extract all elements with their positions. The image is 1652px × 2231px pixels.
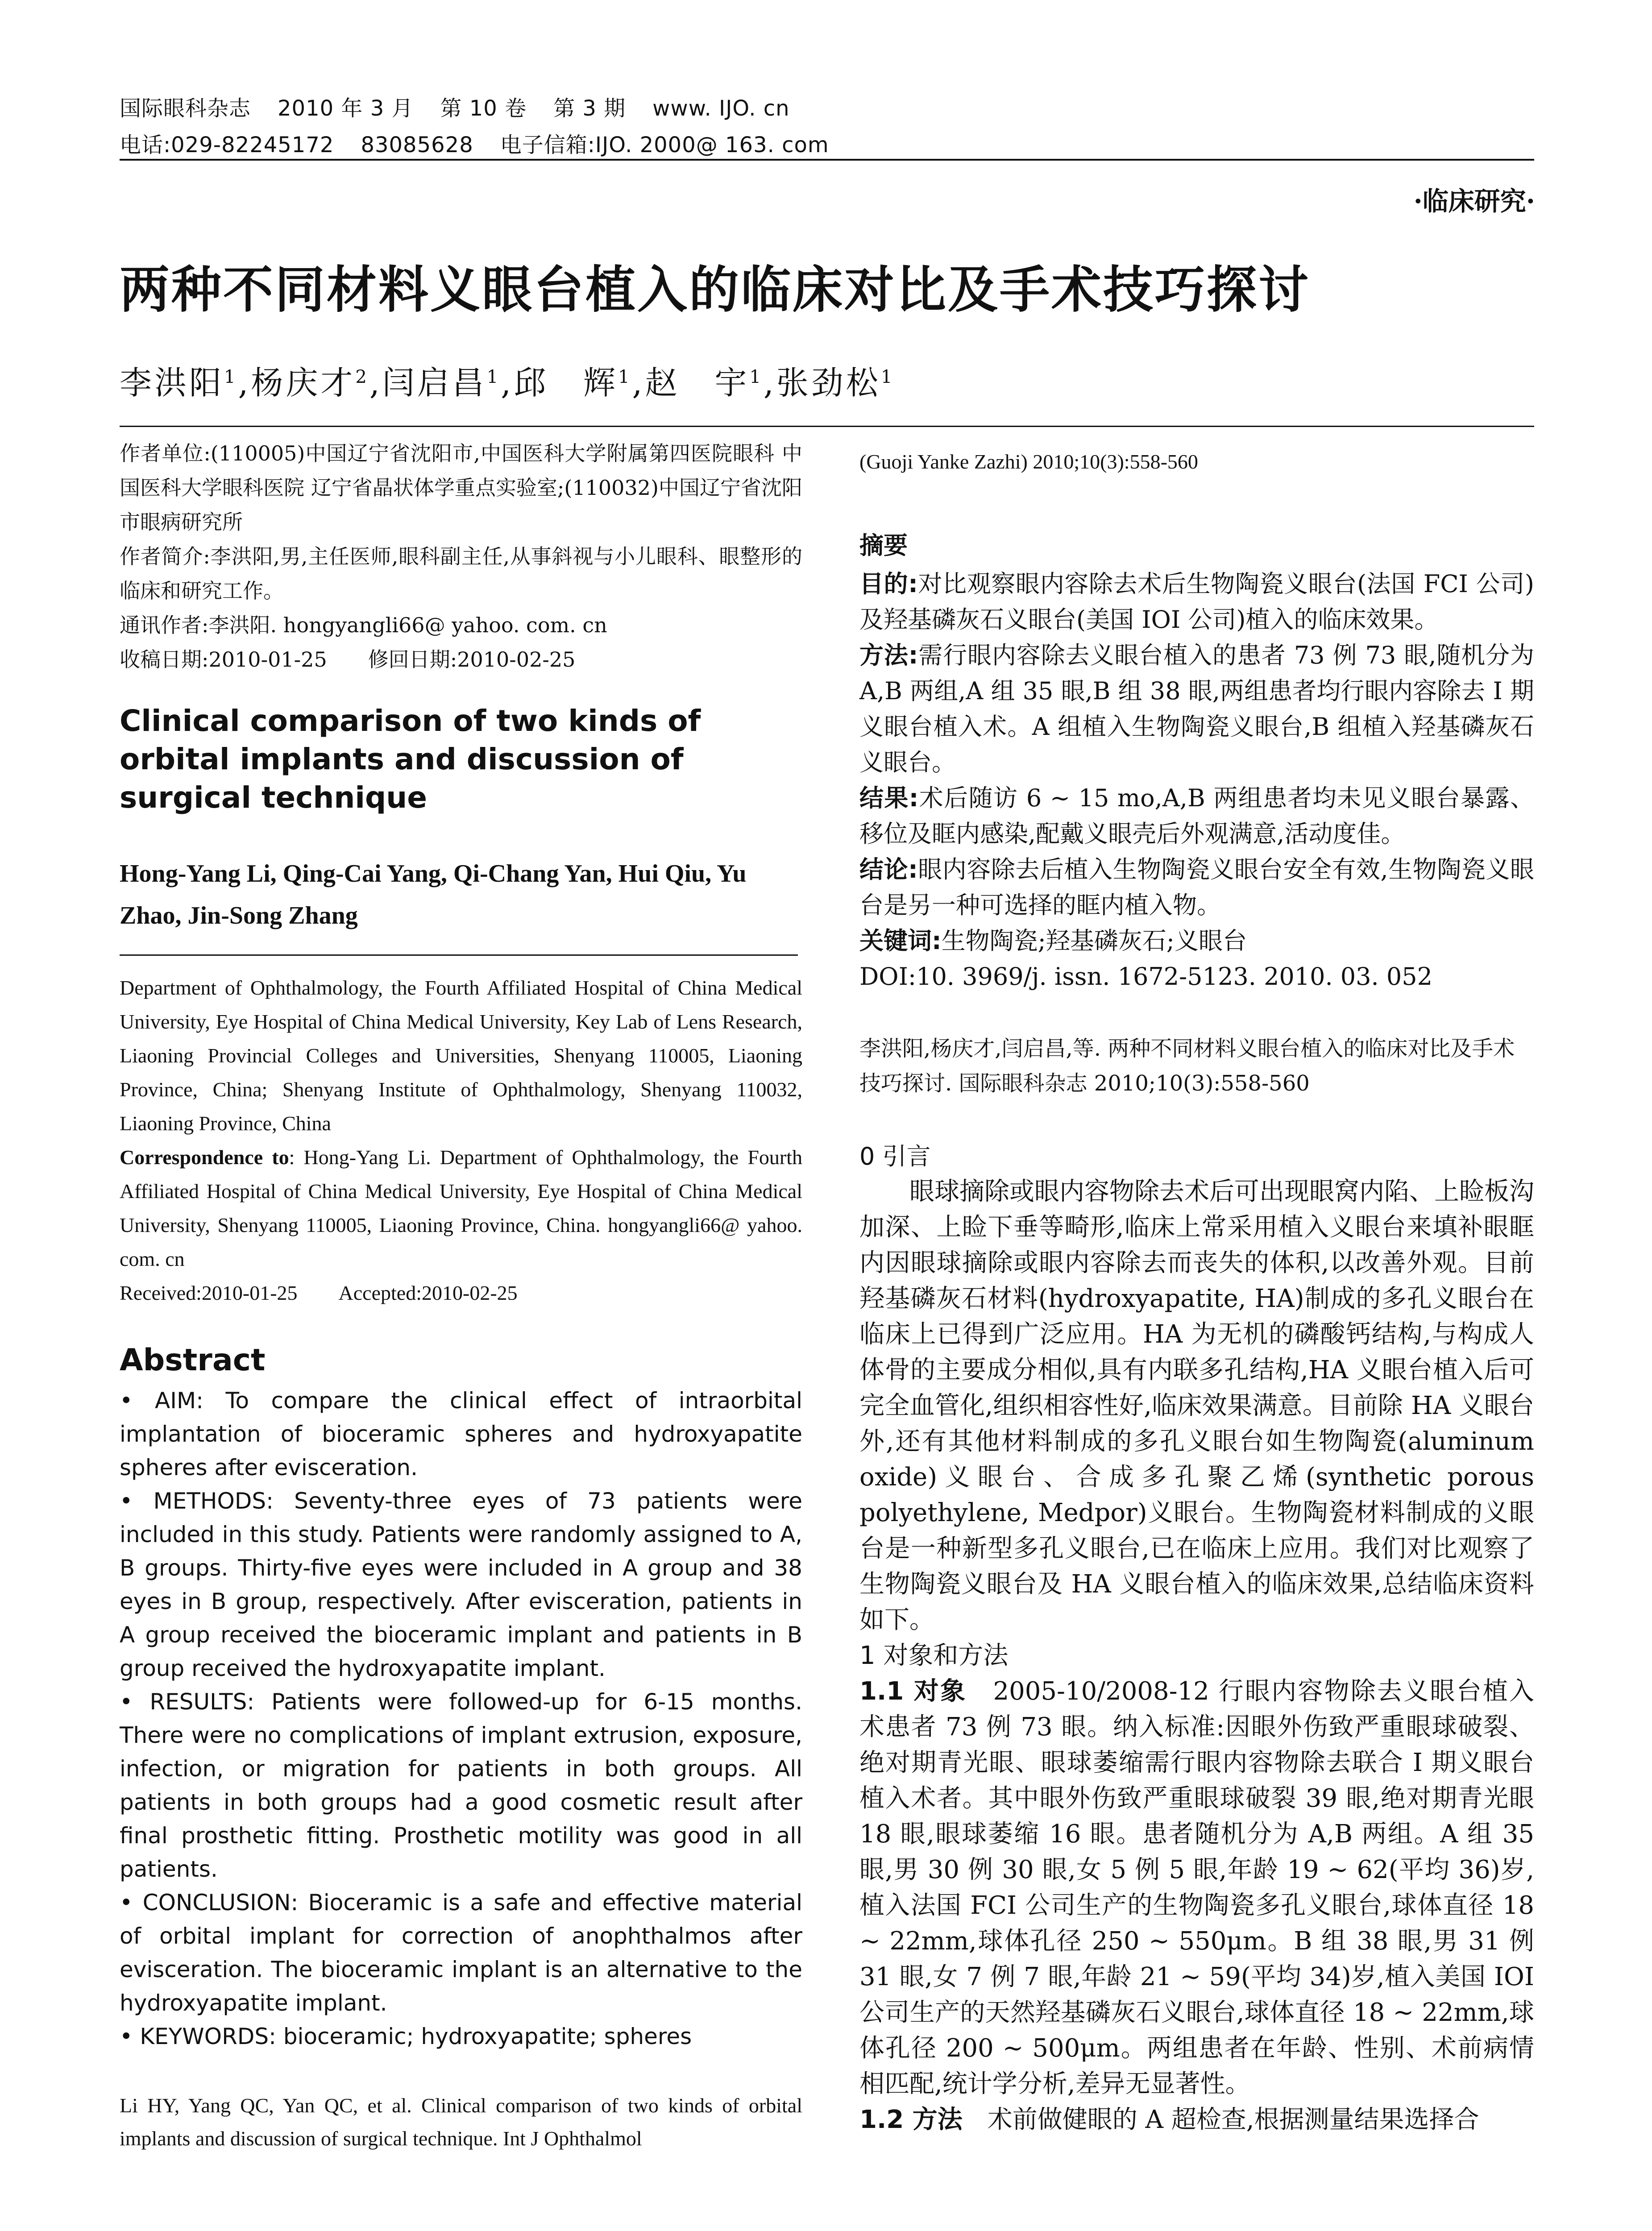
conclusion-label: 结论:	[859, 855, 918, 883]
abstract-keywords: • KEYWORDS: bioceramic; hydroxyapatite; spheres	[120, 2024, 692, 2049]
section-1-2-text: 术前做健眼的 A 超检查,根据测量结果选择合	[987, 2105, 1479, 2134]
aim-text: 对比观察眼内容除去术后生物陶瓷义眼台(法国 FCI 公司)及羟基磷灰石义眼台(美国 IOI 公司)植入的临床效果。	[859, 570, 1534, 634]
conclusion-text: 眼内容除去后植入生物陶瓷义眼台安全有效,生物陶瓷义眼台是另一种可选择的眶内植入物。	[859, 855, 1534, 919]
phone: 电话:029-82245172	[120, 133, 334, 158]
doi: DOI:10. 3969/j. issn. 1672-5123. 2010. 03. 052	[859, 962, 1432, 991]
abstract-aim: • AIM: To compare the clinical effect of intraorbital implantation of bioceramic spheres and hydroxyapatite spheres after evisceration.	[120, 1388, 802, 1480]
aim-label: 目的:	[859, 570, 918, 598]
zh-keywords	[859, 923, 1534, 959]
authors-cn: 李洪阳$^1$,杨庆才$^2$,闫启昌$^1$,邱 辉$^1$,赵 宇$^1$,张劲松$^1$	[120, 364, 895, 402]
zh-citation: 李洪阳,杨庆才,闫启昌,等. 两种不同材料义眼台植入的临床对比及手术技巧探讨. 国际眼科杂志 2010;10(3):558-560	[859, 1036, 1515, 1096]
english-citation: Li HY, Yang QC, Yan QC, et al. Clinical comparison of two kinds of orbital implants and discussion of surgical technique. Int J Ophthalmol	[120, 2094, 802, 2150]
volume: 第 10 卷	[440, 96, 527, 121]
english-affiliation-block	[120, 971, 802, 1310]
issue-number: 第 3 期	[553, 96, 626, 121]
affiliation-cn: 作者单位:(110005)中国辽宁省沈阳市,中国医科大学附属第四医院眼科 中国医科大学眼科医院 辽宁省晶状体学重点实验室;(110032)中国辽宁省沈阳市眼病研究所	[120, 441, 802, 534]
email: 电子信箱:IJO. 2000@ 163. com	[500, 133, 829, 158]
zh-results	[859, 780, 1534, 852]
english-dates: Received:2010-01-25 Accepted:2010-02-25	[120, 1281, 518, 1304]
zh-aim	[859, 566, 1534, 638]
abstract-body	[120, 1384, 802, 2053]
author-info-cn	[120, 436, 802, 677]
english-affiliation: Department of Ophthalmology, the Fourth Affiliated Hospital of China Medical University, Eye Hospital of China Medical University, Key Lab of Lens Research, Liaoning Provincial Colleges and Universities, Shenyang 110005, Liaoning Province, China; Shenyang Institute of Ophthalmology, Shenyang 110032, Liaoning Province, China	[120, 976, 802, 1135]
zh-abstract-title: 摘要	[859, 531, 908, 560]
zh-abstract	[859, 566, 1534, 995]
journal-header-line2	[120, 128, 856, 158]
phone-2: 83085628	[361, 133, 473, 158]
author-cn-affil-sup: 1	[880, 367, 895, 387]
page-title: 两种不同材料义眼台植入的临床对比及手术技巧探讨	[120, 261, 1310, 319]
section-1-1-label: 1.1 对象	[859, 1677, 967, 1706]
author-cn-affil-sup: 1	[749, 367, 764, 387]
results-text: 术后随访 6 ~ 15 mo,A,B 两组患者均未见义眼台暴露、移位及眶内感染,配戴义眼壳后外观满意,活动度佳。	[859, 784, 1534, 848]
abstract-heading: Abstract	[120, 1343, 266, 1378]
section-tag: ·临床研究·	[1413, 186, 1535, 216]
correspondence-text: : Hong-Yang Li. Department of Ophthalmology, the Fourth Affiliated Hospital of China Medical University, Eye Hospital of China Medical University, Shenyang 110005, Liaoning Province, China. hongyangli66@ yahoo. com. cn	[120, 1146, 803, 1270]
header-rule	[120, 159, 1534, 161]
author-cn-name: 邱 辉	[514, 364, 618, 402]
abstract-conclusion: • CONCLUSION: Bioceramic is a safe and effective material of orbital implant for correction of anophthalmos after evisceration. The bioceramic implant is an alternative to the hydroxyapatite implant.	[120, 1890, 802, 2016]
issue-date: 2010 年 3 月	[278, 96, 414, 121]
section-1-title: 1 对象和方法	[859, 1641, 1009, 1670]
author-cn-affil-sup: 1	[486, 367, 501, 387]
author-cn-affil-sup: 1	[224, 367, 238, 387]
section-1-1-text: 2005-10/2008-12 行眼内容物除去义眼台植入术患者 73 例 73 眼。纳入标准:因眼外伤致严重眼球破裂、绝对期青光眼、眼球萎缩需行眼内容物除去联合 I 期义眼台植入术者。其中眼外伤致严重眼球破裂 39 眼,绝对期青光眼 18 眼,眼球萎缩 16 眼。患者随机分为 A,B 两组。A 组 35 眼,男 30 例 30 眼,女 5 例 5 眼,年龄 19 ~ 62(平均 36)岁,植入法国 FCI 公司生产的生物陶瓷多孔义眼台,球体直径 18 ~ 22mm,球体孔径 250 ~ 550μm。B 组 38 眼,男 31 例 31 眼,女 7 例 7 眼,年龄 21 ~ 59(平均 34)岁,植入美国 IOI 公司生产的天然羟基磷灰石义眼台,球体直径 18 ~ 22mm,球体孔径 200 ~ 500μm。两组患者在年龄、性别、术前病情相匹配,统计学分析,差异无显著性。	[859, 1677, 1534, 2098]
section-0-title: 0 引言	[859, 1142, 931, 1170]
correspondence-label: Correspondence to	[120, 1146, 289, 1169]
author-cn-affil-sup: 1	[618, 367, 632, 387]
left-column	[120, 436, 802, 2155]
title-rule	[120, 426, 1534, 427]
results-label: 结果:	[859, 784, 919, 812]
english-authors: Hong-Yang Li, Qing-Cai Yang, Qi-Chang Yan, Hui Qiu, Yu Zhao, Jin-Song Zhang	[120, 860, 747, 929]
intro-body	[859, 1174, 1534, 2138]
author-cn-name: 张劲松	[776, 364, 881, 402]
zh-conclusion	[859, 852, 1534, 923]
english-correspondence	[120, 1140, 802, 1276]
right-column	[859, 446, 1534, 2138]
journal-citation: (Guoji Yanke Zazhi) 2010;10(3):558-560	[859, 450, 1198, 473]
author-cn-name: 赵 宇	[645, 364, 750, 402]
website: www. IJO. cn	[652, 96, 790, 121]
abstract-methods: • METHODS: Seventy-three eyes of 73 patients were included in this study. Patients were randomly assigned to A, B groups. Thirty-five eyes were included in A group and 38 eyes in B group, respectively. After evisceration, patients in A group received the bioceramic implant and patients in B group received the hydroxyapatite implant.	[120, 1488, 802, 1681]
author-cn-affil-sup: 2	[355, 367, 369, 387]
corresponding-author-cn: 通讯作者:李洪阳. hongyangli66@ yahoo. com. cn	[120, 613, 607, 637]
author-cn-name: 杨庆才	[251, 364, 356, 402]
methods-label: 方法:	[859, 641, 918, 669]
journal-name: 国际眼科杂志	[120, 96, 251, 121]
methods-text: 需行眼内容除去义眼台植入的患者 73 例 73 眼,随机分为 A,B 两组,A 组 35 眼,B 组 38 眼,两组患者均行眼内容除去 I 期义眼台植入术。A 组植入生物陶瓷义眼台,B 组植入羟基磷灰石义眼台。	[859, 641, 1534, 776]
dates-cn: 收稿日期:2010-01-25 修回日期:2010-02-25	[120, 647, 576, 672]
author-cn-name: 李洪阳	[120, 364, 224, 402]
keywords-text: 生物陶瓷;羟基磷灰石;义眼台	[941, 927, 1247, 955]
section-1-2-label: 1.2 方法	[859, 2105, 963, 2134]
section-1-2	[859, 2102, 1534, 2138]
keywords-label: 关键词:	[859, 927, 942, 955]
bio-cn: 作者简介:李洪阳,男,主任医师,眼科副主任,从事斜视与小儿眼科、眼整形的临床和研究工作。	[120, 544, 802, 603]
intro-paragraph: 眼球摘除或眼内容物除去术后可出现眼窝内陷、上睑板沟加深、上睑下垂等畸形,临床上常采用植入义眼台来填补眼眶内因眼球摘除或眼内容除去而丧失的体积,以改善外观。目前羟基磷灰石材料(hydroxyapatite, HA)制成的多孔义眼台在临床上已得到广泛应用。HA 为无机的磷酸钙结构,与构成人体骨的主要成分相似,具有内联多孔结构,HA 义眼台植入后可完全血管化,组织相容性好,临床效果满意。目前除 HA 义眼台外,还有其他材料制成的多孔义眼台如生物陶瓷(aluminum oxide)义眼台、合成多孔聚乙烯(synthetic porous polyethylene, Medpor)义眼台。生物陶瓷材料制成的义眼台是一种新型多孔义眼台,已在临床上应用。我们对比观察了生物陶瓷义眼台及 HA 义眼台植入的临床效果,总结临床资料如下。	[859, 1177, 1534, 1634]
authors-rule	[120, 954, 798, 956]
author-cn-name: 闫启昌	[382, 364, 487, 402]
zh-methods	[859, 638, 1534, 780]
journal-header-line1	[120, 91, 817, 122]
abstract-results: • RESULTS: Patients were followed-up for 6-15 months. There were no complications of implant extrusion, exposure, infection, or migration for patients in both groups. All patients in both groups had a good cosmetic result after final prosthetic fitting. Prosthetic motility was good in all patients.	[120, 1689, 802, 1882]
section-1-1	[859, 1674, 1534, 2102]
english-title: Clinical comparison of two kinds of orbital implants and discussion of surgical technique	[120, 704, 701, 815]
